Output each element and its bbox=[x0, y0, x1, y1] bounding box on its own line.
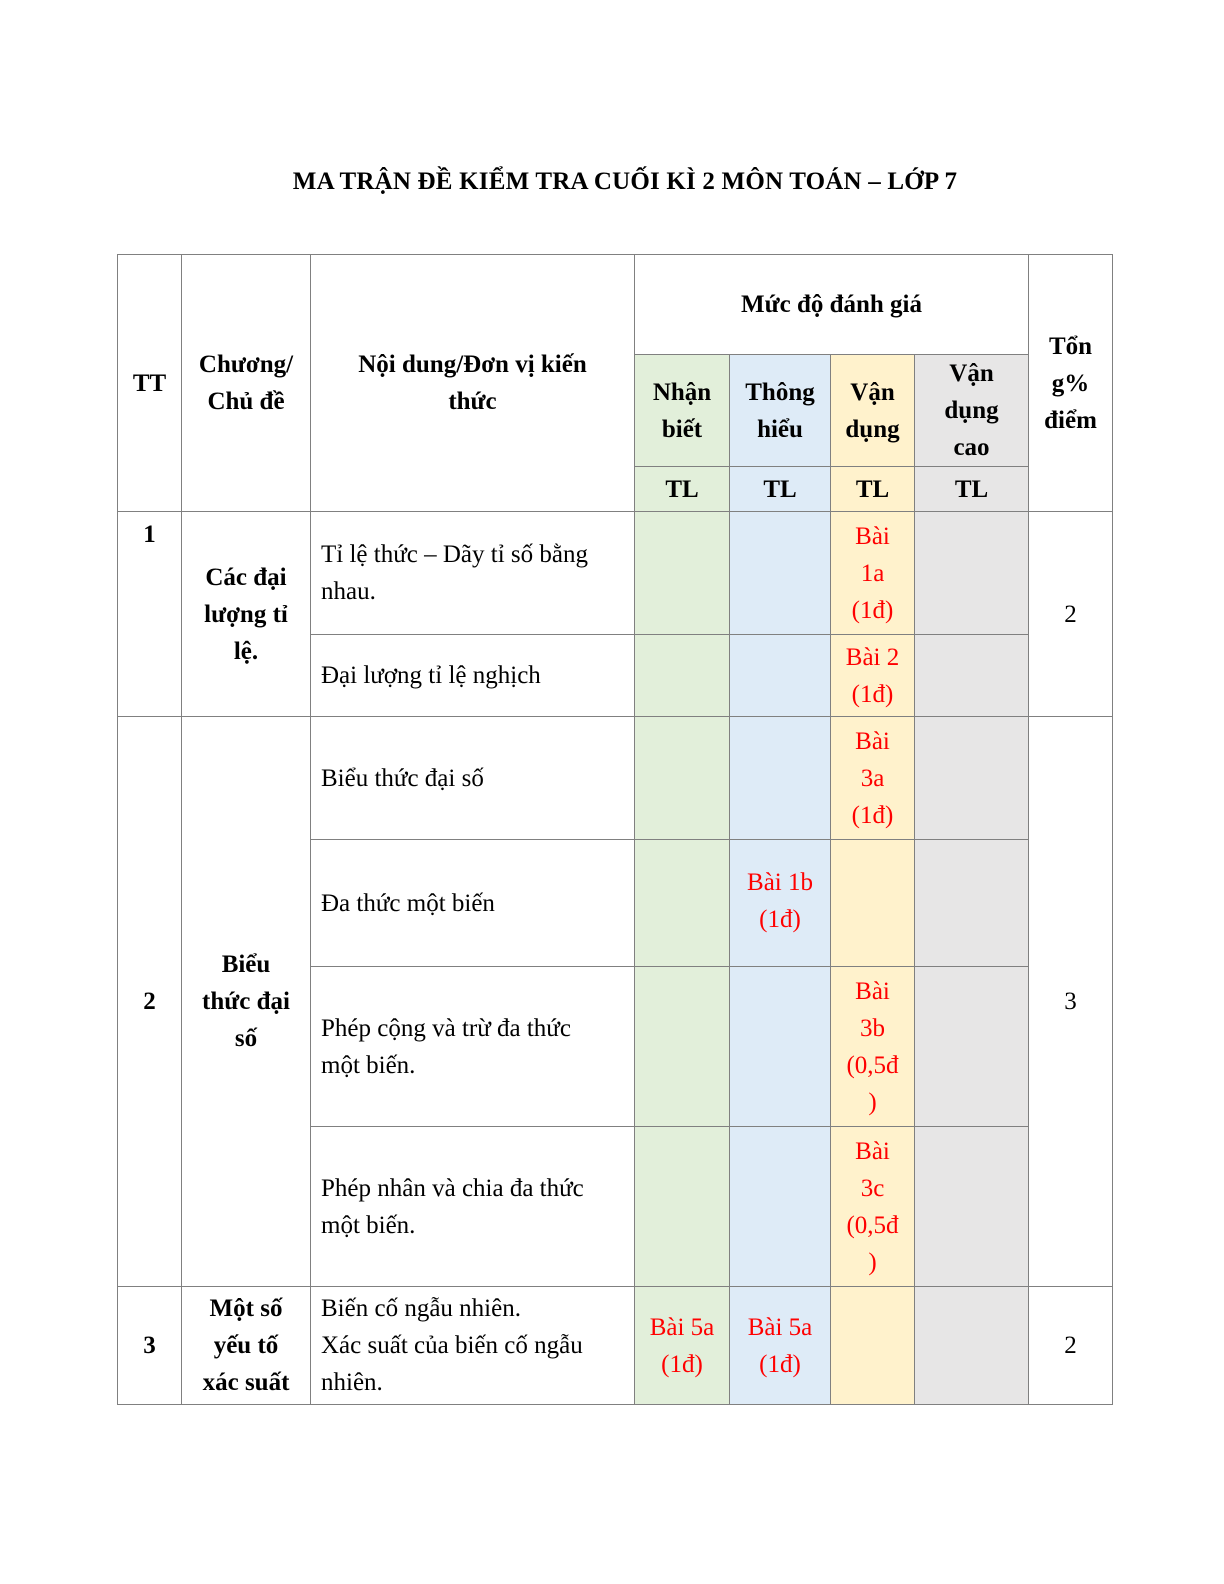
noidung-line: Phép cộng và trừ đa thức bbox=[321, 1014, 571, 1042]
row-tt: 3 bbox=[118, 1287, 182, 1405]
row-noi-dung bbox=[311, 967, 635, 1127]
cell-van-dung bbox=[831, 967, 915, 1127]
noidung-line: Xác suất của biến cố ngẫu bbox=[321, 1332, 583, 1359]
chuong-line: thức đại bbox=[202, 988, 290, 1015]
score-line: 1a bbox=[860, 559, 885, 587]
cell-thong-hieu bbox=[730, 717, 831, 840]
header-tong-line: g% bbox=[1051, 369, 1090, 397]
score-line: Bài 2 bbox=[845, 643, 900, 671]
header-van-dung-cao bbox=[915, 355, 1029, 467]
header-tt: TT bbox=[118, 255, 182, 512]
row-noi-dung: Đa thức một biến bbox=[311, 840, 635, 967]
row-noi-dung: Tỉ lệ thức – Dãy tỉ số bằng nhau. bbox=[311, 512, 635, 635]
chuong-line: Biểu bbox=[221, 951, 271, 978]
level-label-line: biết bbox=[661, 415, 703, 443]
chuong-line: yếu tố bbox=[213, 1332, 279, 1359]
cell-van-dung-cao bbox=[915, 717, 1029, 840]
header-tong-line: điểm bbox=[1044, 406, 1097, 434]
cell-thong-hieu bbox=[730, 512, 831, 635]
row-noi-dung bbox=[311, 1287, 635, 1405]
header-row-1 bbox=[118, 255, 1113, 355]
score-line: Bài bbox=[855, 977, 890, 1005]
cell-nhan-biet bbox=[635, 1287, 730, 1405]
header-van-dung bbox=[831, 355, 915, 467]
score-line: (1đ) bbox=[759, 1350, 801, 1378]
score-line: (1đ) bbox=[851, 596, 894, 624]
score-line: 3c bbox=[860, 1174, 885, 1202]
cell-van-dung bbox=[831, 717, 915, 840]
chuong-line: lượng tỉ bbox=[204, 600, 288, 628]
level-label-line: dụng bbox=[944, 397, 999, 424]
header-chuong-chu-de bbox=[182, 255, 311, 512]
score-line: Bài bbox=[855, 522, 890, 550]
score-line: Bài 5a bbox=[747, 1313, 813, 1341]
cell-nhan-biet bbox=[635, 635, 730, 717]
noidung-line: nhiên. bbox=[321, 1369, 383, 1396]
table-row bbox=[118, 1287, 1113, 1405]
table-row bbox=[118, 717, 1113, 840]
cell-nhan-biet bbox=[635, 967, 730, 1127]
assessment-matrix-table bbox=[117, 254, 1113, 1405]
cell-nhan-biet bbox=[635, 1127, 730, 1287]
cell-van-dung bbox=[831, 1127, 915, 1287]
header-noidung-line: thức bbox=[448, 388, 497, 415]
cell-van-dung-cao bbox=[915, 840, 1029, 967]
score-line: (1đ) bbox=[851, 801, 894, 829]
score-line: (0,5đ bbox=[846, 1211, 899, 1239]
noidung-line: một biến. bbox=[321, 1211, 416, 1239]
cell-van-dung-cao bbox=[915, 1127, 1029, 1287]
table-row bbox=[118, 512, 1113, 635]
cell-van-dung bbox=[831, 1287, 915, 1405]
header-thong-hieu bbox=[730, 355, 831, 467]
row-noi-dung bbox=[311, 1127, 635, 1287]
row-chuong bbox=[182, 512, 311, 717]
cell-van-dung bbox=[831, 840, 915, 967]
header-tong-line: Tổn bbox=[1048, 332, 1093, 360]
level-label-line: cao bbox=[953, 434, 990, 461]
chuong-line: xác suất bbox=[202, 1369, 290, 1396]
score-line: Bài bbox=[855, 1137, 890, 1165]
cell-thong-hieu bbox=[730, 635, 831, 717]
row-tong-diem: 3 bbox=[1029, 717, 1113, 1287]
level-label-line: hiểu bbox=[757, 415, 803, 443]
chuong-line: Một số bbox=[209, 1295, 283, 1322]
row-tt: 2 bbox=[118, 717, 182, 1287]
header-noi-dung bbox=[311, 255, 635, 512]
score-line: Bài bbox=[855, 727, 890, 755]
score-line: Bài 1b bbox=[747, 869, 813, 896]
score-line: (0,5đ bbox=[846, 1051, 899, 1079]
level-label-line: Nhận bbox=[652, 378, 712, 406]
row-chuong bbox=[182, 1287, 311, 1405]
row-chuong bbox=[182, 717, 311, 1287]
type-tl-thong-hieu: TL bbox=[730, 467, 831, 512]
row-noi-dung: Đại lượng tỉ lệ nghịch bbox=[311, 635, 635, 717]
row-noi-dung: Biểu thức đại số bbox=[311, 717, 635, 840]
header-muc-do-danh-gia: Mức độ đánh giá bbox=[635, 255, 1029, 355]
type-tl-van-dung-cao: TL bbox=[915, 467, 1029, 512]
chuong-line: lệ. bbox=[233, 637, 259, 665]
cell-van-dung-cao bbox=[915, 967, 1029, 1127]
row-tong-diem: 2 bbox=[1029, 1287, 1113, 1405]
header-nhan-biet bbox=[635, 355, 730, 467]
noidung-line: Biến cố ngẫu nhiên. bbox=[321, 1295, 521, 1322]
header-chuong-line: Chương/ bbox=[198, 351, 294, 378]
score-line: ) bbox=[868, 1088, 877, 1116]
level-label-line: Vận bbox=[850, 378, 895, 406]
chuong-line: Các đại bbox=[205, 563, 287, 591]
score-line: ) bbox=[868, 1248, 877, 1276]
cell-van-dung-cao bbox=[915, 1287, 1029, 1405]
level-label-line: Thông bbox=[745, 378, 815, 406]
score-line: (1đ) bbox=[661, 1350, 703, 1378]
row-tt: 1 bbox=[118, 512, 182, 717]
score-line: (1đ) bbox=[851, 680, 894, 708]
cell-van-dung bbox=[831, 512, 915, 635]
page-title: MA TRẬN ĐỀ KIỂM TRA CUỐI KÌ 2 MÔN TOÁN – LỚP 7 bbox=[292, 168, 958, 195]
cell-van-dung bbox=[831, 635, 915, 717]
cell-thong-hieu bbox=[730, 1287, 831, 1405]
noidung-line: Phép nhân và chia đa thức bbox=[321, 1174, 584, 1202]
cell-thong-hieu bbox=[730, 967, 831, 1127]
cell-nhan-biet bbox=[635, 717, 730, 840]
header-noidung-line: Nội dung/Đơn vị kiến bbox=[358, 351, 587, 378]
type-tl-nhan-biet: TL bbox=[635, 467, 730, 512]
noidung-line: một biến. bbox=[321, 1051, 416, 1079]
header-chuong-line: Chủ đề bbox=[207, 388, 285, 415]
level-label-line: Vận bbox=[949, 360, 994, 387]
score-line: 3a bbox=[860, 764, 885, 792]
cell-thong-hieu bbox=[730, 840, 831, 967]
cell-thong-hieu bbox=[730, 1127, 831, 1287]
cell-nhan-biet bbox=[635, 512, 730, 635]
level-label-line: dụng bbox=[845, 415, 900, 443]
cell-nhan-biet bbox=[635, 840, 730, 967]
cell-van-dung-cao bbox=[915, 635, 1029, 717]
row-tong-diem: 2 bbox=[1029, 512, 1113, 717]
header-tong-diem bbox=[1029, 255, 1113, 512]
score-line: Bài 5a bbox=[649, 1313, 715, 1341]
type-tl-van-dung: TL bbox=[831, 467, 915, 512]
score-line: (1đ) bbox=[759, 906, 801, 933]
chuong-line: số bbox=[234, 1025, 258, 1052]
cell-van-dung-cao bbox=[915, 512, 1029, 635]
score-line: 3b bbox=[860, 1014, 885, 1042]
